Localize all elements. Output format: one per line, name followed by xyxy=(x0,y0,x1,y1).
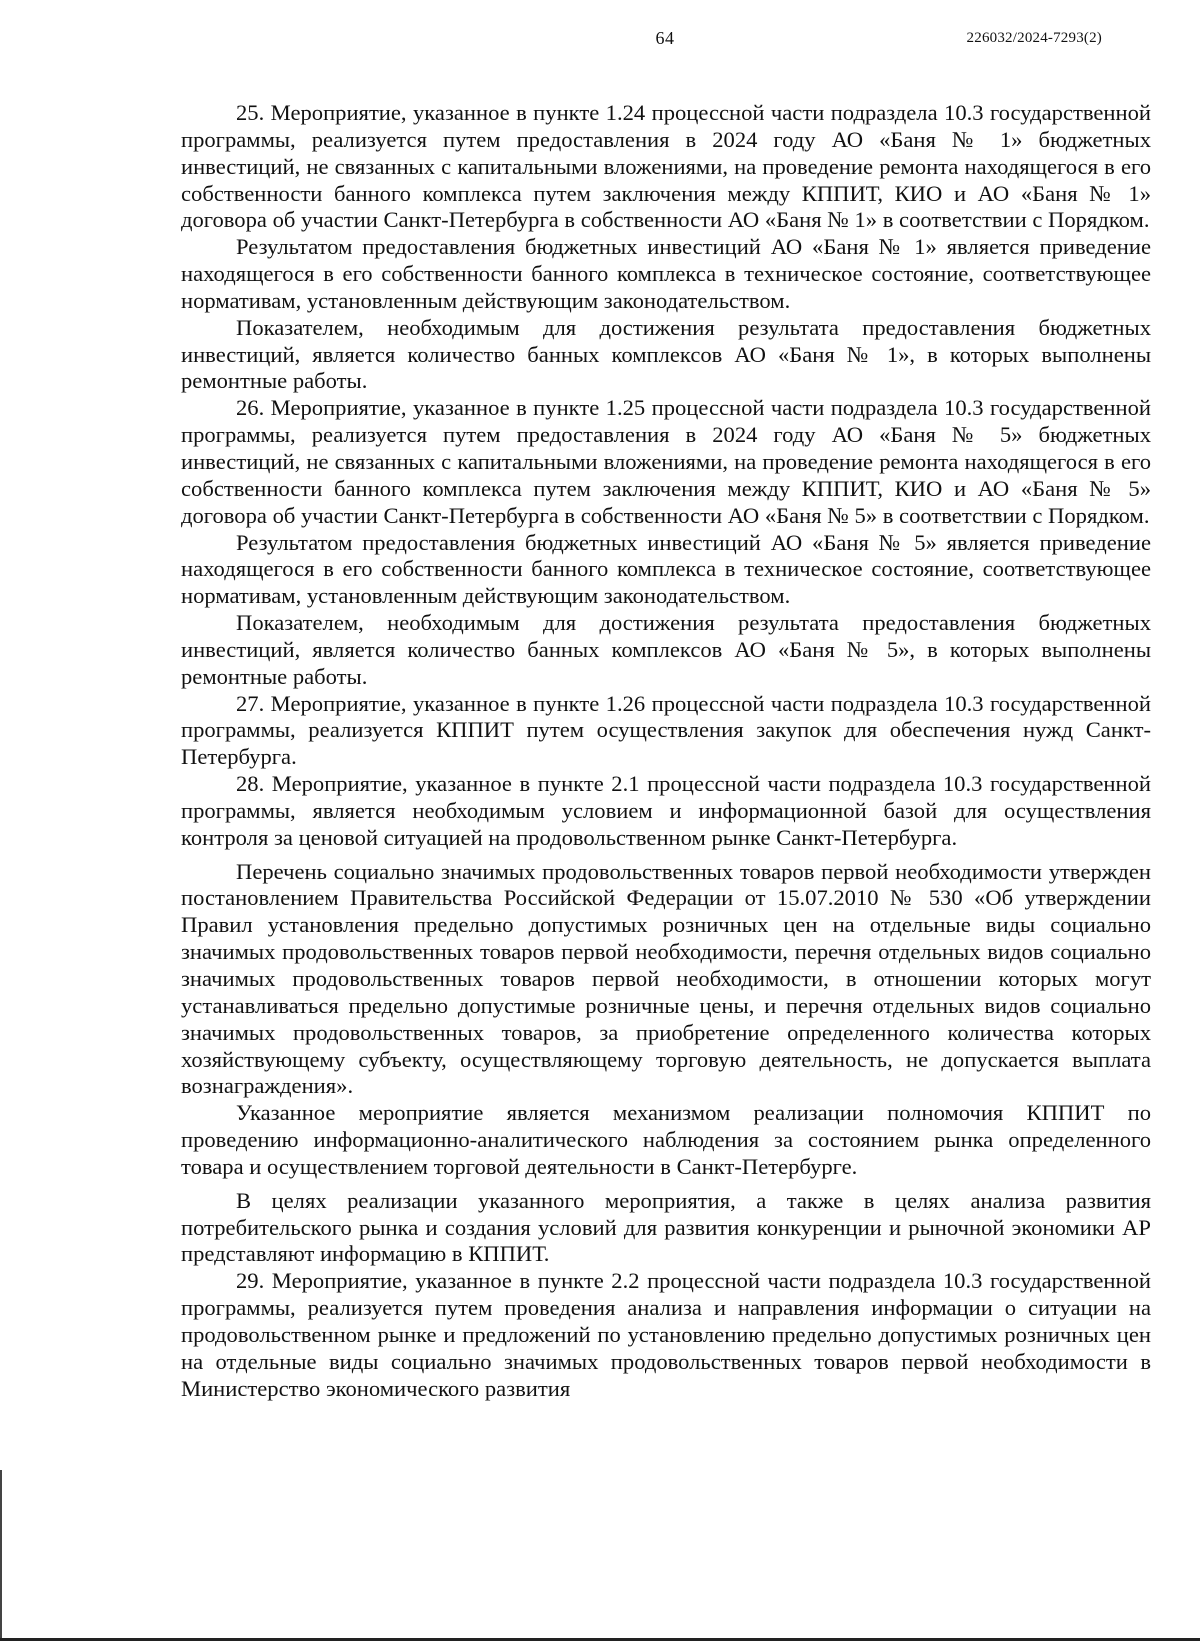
paragraph-item-28: 28. Мероприятие, указанное в пункте 2.1 процессной части подраздела 10.3 государственной программы, является необходимым условием и информационной базой для осуществления контроля за ценовой ситуацией на продовольственном рынке Санкт-Петербурга. xyxy=(181,771,1151,850)
paragraph-indicator-bath-5: Показателем, необходимым для достижения результата предоставления бюджетных инвестиций, является количество банных комплексов АО «Баня № 5», в которых выполнены ремонтные работы. xyxy=(181,610,1151,689)
scan-edge-line xyxy=(0,1470,2,1641)
paragraph-result-bath-5: Результатом предоставления бюджетных инвестиций АО «Баня № 5» является приведение находящегося в его собственности банного комплекса в техническое состояние, соответствующее нормативам, установленным действующим законодательством. xyxy=(181,529,1151,609)
document-id: 226032/2024-7293(2) xyxy=(966,30,1102,46)
page-number: 64 xyxy=(655,28,675,48)
paragraph-product-list: Перечень социально значимых продовольственных товаров первой необходимости утвержден постановлением Правительства Российской Федерации от 15.07.2010 № 530 «Об утверждении Правил установления предельно допустимых розничных цен на отдельные виды социально значимых продовольственных товаров первой необходимости, перечня отдельных видов социально значимых продовольственных товаров первой необходимости, в отношении которых могут устанавливаться предельно допустимые розничные цены, и перечня отдельных видов социально значимых продовольственных товаров, за приобретение определенного количества которых хозяйствующему субъекту, осуществляющему торговую деятельность, не допускается выплата вознаграждения». xyxy=(181,858,1151,1099)
paragraph-item-27: 27. Мероприятие, указанное в пункте 1.26 процессной части подраздела 10.3 государственной программы, реализуется КППИТ путем осуществления закупок для обеспечения нужд Санкт-Петербурга. xyxy=(181,690,1151,770)
paragraph-item-26: 26. Мероприятие, указанное в пункте 1.25 процессной части подраздела 10.3 государственной программы, реализуется путем предоставления в 2024 году АО «Баня № 5» бюджетных инвестиций, не связанных с капитальными вложениями, на проведение ремонта находящегося в его собственности банного комплекса путем заключения между КППИТ, КИО и АО «Баня № 5» договора об участии Санкт-Петербурга в собственности АО «Баня № 5» в соответствии с Порядком. xyxy=(181,395,1151,528)
paragraph-analysis-goals: В целях реализации указанного мероприятия, а также в целях анализа развития потребительского рынка и создания условий для развития конкуренции и рыночной экономики АР представляют информацию в КППИТ. xyxy=(181,1187,1151,1267)
paragraph-item-25: 25. Мероприятие, указанное в пункте 1.24 процессной части подраздела 10.3 государственной программы, реализуется путем предоставления в 2024 году АО «Баня № 1» бюджетных инвестиций, не связанных с капитальными вложениями, на проведение ремонта находящегося в его собственности банного комплекса путем заключения между КППИТ, КИО и АО «Баня № 1» договора об участии Санкт-Петербурга в собственности АО «Баня № 1» в соответствии с Порядком. xyxy=(181,100,1151,233)
paragraph-indicator-bath-1: Показателем, необходимым для достижения результата предоставления бюджетных инвестиций, является количество банных комплексов АО «Баня № 1», в которых выполнены ремонтные работы. xyxy=(181,314,1151,394)
paragraph-mechanism: Указанное мероприятие является механизмом реализации полномочия КППИТ по проведению информационно-аналитического наблюдения за состоянием рынка определенного товара и осуществлением торговой деятельности в Санкт-Петербурге. xyxy=(181,1100,1151,1179)
paragraph-result-bath-1: Результатом предоставления бюджетных инвестиций АО «Баня № 1» является приведение находящегося в его собственности банного комплекса в техническое состояние, соответствующее нормативам, установленным действующим законодательством. xyxy=(181,234,1151,313)
document-body xyxy=(181,100,1151,1403)
paragraph-item-29: 29. Мероприятие, указанное в пункте 2.2 процессной части подраздела 10.3 государственной программы, реализуется путем проведения анализа и направления информации о ситуации на продовольственном рынке и предложений по установлению предельно допустимых розничных цен на отдельные виды социально значимых продовольственных товаров первой необходимости в Министерство экономического развития xyxy=(181,1268,1151,1401)
